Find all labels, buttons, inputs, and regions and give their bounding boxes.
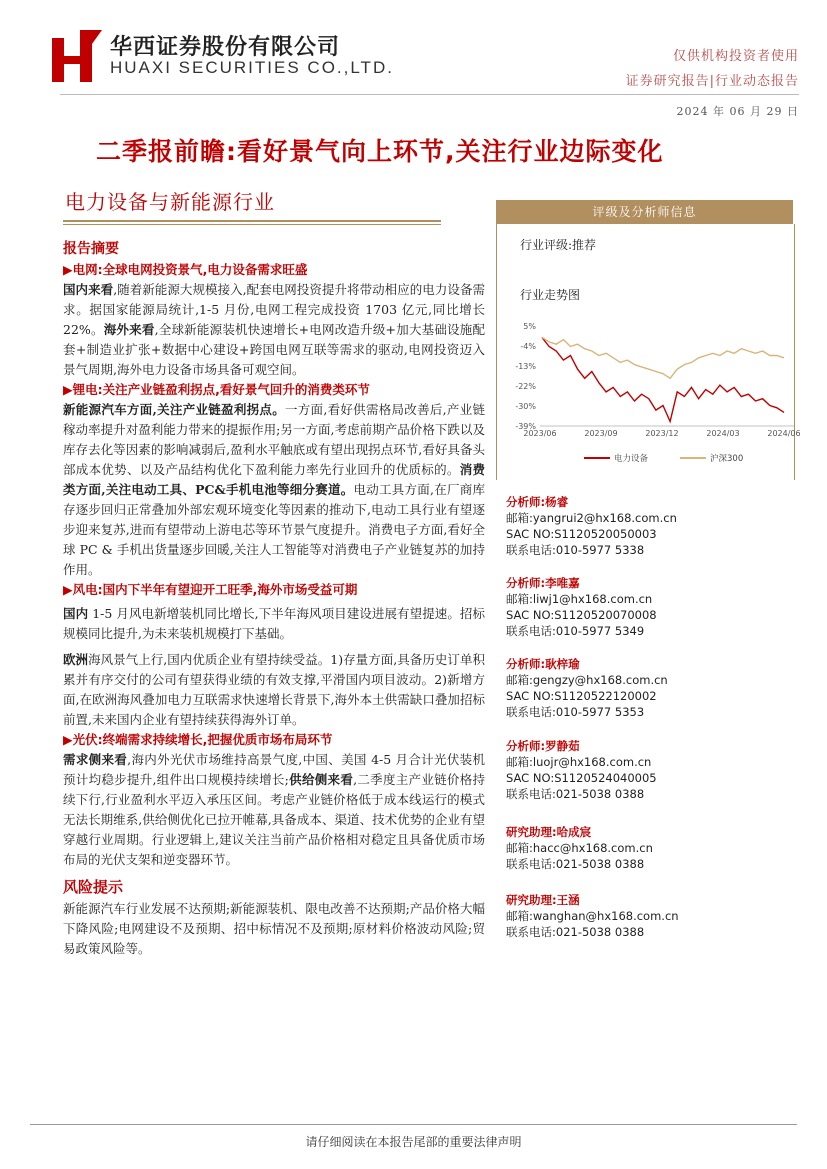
analyst-card (506, 892, 679, 940)
analyst-name: 研究助理:哈成宸 (506, 825, 592, 839)
pv-paragraph: 需求侧来看,海内外光伏市场维持高景气度,中国、美国 4-5 月合计光伏装机预计均稳步提升,组件出口规模持续增长;供给侧来看,二季度主产业链价格持续下行,行业盈利水平迈入承压区间。考虑产业链价格低于成本线运行的模式无法长期维系,供给侧优化已拉开帷幕,具备成本、渠道、技术优势的企业有望穿越行业周期。行业逻辑上,建议关注当前产品价格相对稳定且具备优质市场布局的光伏支架和逆变器环节。 (63, 752, 485, 867)
analyst-contact-line: SAC NO:S1120524040005 (506, 771, 657, 785)
footer-disclaimer: 请仔细阅读在本报告尾部的重要法律声明 (305, 1135, 522, 1149)
y-tick-label: -30% (515, 402, 536, 411)
analyst-card (506, 824, 653, 872)
wind-subheading: ▶风电:国内下半年有望迎开工旺季,海外市场受益可期 (63, 582, 358, 597)
legend-label-0: 电力设备 (614, 454, 649, 464)
analyst-name: 分析师:杨睿 (506, 495, 569, 509)
analyst-name: 分析师:耿梓瑜 (506, 657, 580, 671)
analyst-name: 分析师:罗静茹 (506, 739, 580, 753)
analyst-contact-line: 联系电话:010-5977 5338 (506, 543, 645, 557)
analyst-name: 分析师:李唯嘉 (506, 576, 580, 590)
y-tick-label: 5% (523, 322, 536, 331)
analyst-contact-line: 邮箱:gengzy@hx168.com.cn (506, 673, 668, 687)
x-tick-label: 2024/03 (706, 429, 740, 438)
grid-subheading: ▶电网:全球电网投资景气,电力设备需求旺盛 (63, 262, 308, 277)
analyst-name: 研究助理:王涵 (506, 893, 580, 907)
analyst-contact-line: 联系电话:021-5038 0388 (506, 925, 645, 939)
company-logo-icon (52, 30, 102, 82)
industry-trend-chart (506, 318, 801, 468)
analyst-card (506, 494, 677, 558)
battery-paragraph: 新能源汽车方面,关注产业链盈利拐点。一方面,看好供需格局改善后,产业链稼动率提升对盈利能力带来的提振作用;另一方面,考虑前期产品价格下跌以及库存去化等因素的影响减弱后,盈利水平触底或有望出现拐点环节,看好具备头部成本优势、以及产品结构优化下盈利能力率先行业回升的优质标的。消费类方面,关注电动工具、PC&手机电池等细分赛道。电动工具方面,在厂商库存逐步回归正常叠加外部宏观环境变化等因素的推动下,电动工具行业有望逐步迎来复苏,进而有望带动上游电芯等环节景气度提升。消费电子方面,看好全球 PC & 手机出货量逐步回暖,关注人工智能等对消费电子产业链复苏的加持作用。 (63, 402, 485, 577)
analyst-contact-line: 邮箱:yangrui2@hx168.com.cn (506, 511, 677, 525)
analyst-contact-line: 邮箱:hacc@hx168.com.cn (506, 841, 653, 855)
sidebar-header: 评级及分析师信息 (496, 200, 793, 224)
analyst-contact-line: 联系电话:010-5977 5349 (506, 624, 645, 638)
analyst-card (506, 738, 657, 802)
series-line-1 (542, 337, 784, 378)
analyst-contact-line: 联系电话:021-5038 0388 (506, 787, 645, 801)
usage-note: 仅供机构投资者使用 (672, 49, 799, 64)
grid-paragraph: 国内来看,随着新能源大规模接入,配套电网投资提升将带动相应的电力设备需求。据国家能源局统计,1-5 月份,电网工程完成投资 1703 亿元,同比增长 22%。海外来看,全球新能源装机快速增长+电网改造升级+加大基础设施配套+制造业扩张+数据中心建设+跨国电网互联等需求的驱动,电网投资迈入景气周期,海外电力设备市场具备可观空间。 (63, 282, 485, 377)
wind-paragraph-domestic: 国内 1-5 月风电新增装机同比增长,下半年海风项目建设进展有望提速。招标规模同比提升,为未来装机规模打下基础。 (63, 606, 485, 641)
report-title: 二季报前瞻:看好景气向上环节,关注行业边际变化 (96, 137, 664, 166)
x-tick-label: 2023/09 (584, 429, 618, 438)
y-tick-label: -4% (520, 342, 536, 351)
y-tick-label: -22% (515, 382, 536, 391)
analyst-contact-line: SAC NO:S1120520050003 (506, 527, 657, 541)
x-tick-label: 2024/06 (767, 429, 801, 438)
analyst-contact-line: 邮箱:luojr@hx168.com.cn (506, 755, 652, 769)
analyst-contact-line: 联系电话:010-5977 5353 (506, 705, 645, 719)
wind-paragraph-europe: 欧洲海风景气上行,国内优质企业有望持续受益。1)存量方面,具备历史订单积累并有序交付的公司有望获得业绩的有效支撑,平滑国内项目波动。2)新增方面,在欧洲海风叠加电力互联需求快速增长背景下,海外本土供需缺口叠加招标前置,未来国内企业有望持续获得海外订单。 (63, 652, 485, 727)
y-tick-label: -39% (515, 422, 536, 431)
pv-subheading: ▶光伏:终端需求持续增长,把握优质市场布局环节 (63, 732, 333, 747)
trend-chart-label: 行业走势图 (520, 288, 581, 302)
report-date: 2024 年 06 月 29 日 (676, 105, 799, 118)
company-name-cn: 华西证券股份有限公司 (110, 35, 341, 60)
analyst-contact-line: SAC NO:S1120522120002 (506, 689, 657, 703)
analyst-contact-line: SAC NO:S1120520070008 (506, 608, 657, 622)
industry-underline-thin (63, 224, 441, 225)
industry-rating: 行业评级:推荐 (520, 238, 597, 252)
summary-heading: 报告摘要 (63, 241, 119, 257)
analyst-card (506, 575, 657, 639)
legend-label-1: 沪深300 (710, 454, 744, 464)
report-type: 证券研究报告|行业动态报告 (625, 74, 799, 89)
analyst-contact-line: 邮箱:liwj1@hx168.com.cn (506, 592, 653, 606)
y-tick-label: -13% (515, 362, 536, 371)
industry-underline (63, 220, 441, 222)
risk-paragraph: 新能源汽车行业发展不达预期;新能源装机、限电改善不达预期;产品价格大幅下降风险;电网建设不及预期、招中标情况不及预期;原材料价格波动风险;贸易政策风险等。 (63, 901, 485, 956)
battery-subheading: ▶锂电:关注产业链盈利拐点,看好景气回升的消费类环节 (63, 382, 370, 397)
footer-divider (30, 1124, 797, 1125)
company-name-en: HUAXI SECURITIES CO.,LTD. (110, 58, 394, 77)
x-tick-label: 2023/12 (645, 429, 679, 438)
analyst-contact-line: 联系电话:021-5038 0388 (506, 857, 645, 871)
x-tick-label: 2023/06 (523, 429, 557, 438)
analyst-contact-line: 邮箱:wanghan@hx168.com.cn (506, 909, 679, 923)
industry-name: 电力设备与新能源行业 (65, 190, 275, 214)
risk-heading: 风险提示 (63, 878, 124, 896)
series-line-0 (542, 337, 784, 421)
summary-block (63, 238, 485, 959)
header-divider (60, 94, 799, 95)
analyst-card (506, 656, 668, 720)
